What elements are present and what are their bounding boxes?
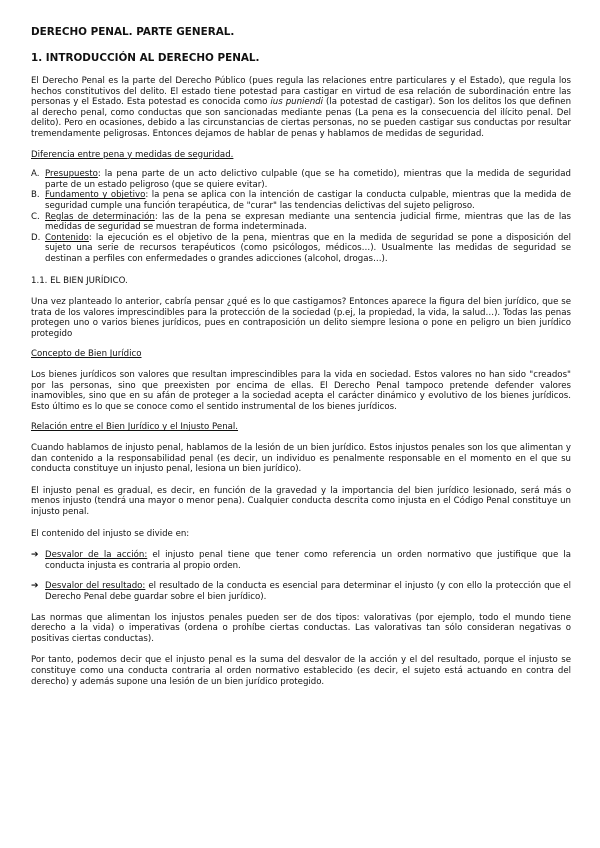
- list-item: ➔ Desvalor del resultado: el resultado de la conducta es esencial para determinar el injusto (y con ello la protección que el Derecho Penal debe guardar sobre el bien jurídico).: [31, 581, 571, 602]
- relacion-paragraph-1: Cuando hablamos de injusto penal, hablamos de la lesión de un bien jurídico. Estos injustos penales son los que alimentan y dan contenido a la responsabilidad penal (es decir, un individuo es penalmente responsable en el momento en el que su conducta constituye un injusto penal, lesiona un bien jurídico).: [31, 443, 571, 475]
- bien-juridico-paragraph: Una vez planteado lo anterior, cabría pensar ¿qué es lo que castigamos? Entonces aparece la figura del bien jurídico, que se trata de los valores imprescindibles para la protección de la sociedad (p.ej, la propiedad, la vida, la salud…). Todas las penas protegen uno o varios bienes jurídicos, pues en contraposición un delito siempre lesiona o pone en peligro un bien jurídico protegido: [31, 297, 571, 339]
- relacion-paragraph-3: El contenido del injusto se divide en:: [31, 528, 190, 539]
- heading-diferencia: Diferencia entre pena y medidas de seguridad.: [31, 149, 234, 160]
- intro-paragraph: El Derecho Penal es la parte del Derecho Público (pues regula las relaciones entre particulares y el Estado), que regula los hechos constitutivos del delito. El estado tiene potestad para castigar en virtud de esa relación de subordinación entre las personas y el Estado. Esta potestad es conocida como ius puniendi (la potestad de castigar). Son los delitos los que definen al derecho penal, como conductas que son sancionadas mediante penas (La pena es la consecuencia del ilícito penal. Del delito). Pero en ocasiones, debido a las circunstancias de ciertas personas, no se pueden castigar sus conductas por resultar tremendamente peligrosas. Entonces dejamos de hablar de penas y hablamos de medidas de seguridad.: [31, 76, 572, 139]
- heading-relacion: Relación entre el Bien Jurídico y el Injusto Penal.: [31, 422, 239, 433]
- ius-puniendi-term: ius puniendi: [270, 97, 324, 108]
- arrow-icon: ➔: [31, 550, 39, 561]
- heading-bien-juridico: 1.1. EL BIEN JURÍDICO.: [31, 275, 128, 286]
- desvalor-list: [31, 550, 571, 602]
- heading-introduccion: 1. INTRODUCCIÓN AL DERECHO PENAL.: [31, 52, 260, 64]
- concepto-paragraph: Los bienes jurídicos son valores que resultan imprescindibles para la vida en sociedad. Estos valores no han sido "creados" por las personas, sino que preexisten por encima de ellas. El Derecho Penal tampoco pretende defender valores inamovibles, sino que en su afán de proteger a la sociedad acepta el carácter dinámico y evolutivo de los bienes jurídicos. Esto último es lo que se conoce como el sentido instrumental de los bienes jurídicos.: [31, 370, 571, 412]
- relacion-paragraph-2: El injusto penal es gradual, es decir, en función de la gravedad y la importancia del bien jurídico lesionado, será más o menos injusto (tendrá una mayor o menor pena). Cualquier conducta descrita como injusta en el Código Penal constituye un injusto penal.: [31, 485, 571, 517]
- relacion-paragraph-4: Las normas que alimentan los injustos penales pueden ser de dos tipos: valorativas (por ejemplo, todo el mundo tiene derecho a la vida) o imperativas (ordena o prohíbe ciertas conductas. Las valorativas tan sólo consideran negativas o positivas ciertas conductas).: [31, 612, 571, 644]
- document-page: [31, 26, 571, 687]
- list-item: B. Fundamento y objetivo: la pena se aplica con la intención de castigar la conducta culpable, mientras que la medida de seguridad cumple una función terapéutica, de "curar" las tendencias delictivas del sujeto peligroso.: [31, 190, 571, 211]
- diferencia-list: [31, 169, 571, 264]
- arrow-icon: ➔: [31, 581, 39, 592]
- list-item: A. Presupuesto: la pena parte de un acto delictivo culpable (que se ha cometido), mientras que la medida de seguridad parte de un estado peligroso (que se quiere evitar).: [31, 169, 571, 190]
- relacion-paragraph-5: Por tanto, podemos decir que el injusto penal es la suma del desvalor de la acción y el del resultado, porque el injusto se constituye como una conducta contraria al orden normativo establecido (es decir, el sujeto está actuando en contra del derecho) y además supone una lesión de un bien jurídico protegido.: [31, 655, 571, 687]
- document-title: DERECHO PENAL. PARTE GENERAL.: [31, 26, 235, 38]
- heading-concepto: Concepto de Bien Jurídico: [31, 349, 142, 360]
- list-item: C. Reglas de determinación: las de la pena se expresan mediante una sentencia judicial firme, mientras que las de las medidas de seguridad se muestran de forma indeterminada.: [31, 211, 571, 233]
- list-item: ➔ Desvalor de la acción: el injusto penal tiene que tener como referencia un orden normativo que justifique que la conducta injusta es contraria al propio orden.: [31, 550, 571, 571]
- list-item: D. Contenido: la ejecución es el objetivo de la pena, mientras que en la medida de seguridad se pone a disposición del sujeto una serie de recursos terapéuticos (como psicólogos, médicos…). Usualmente las medidas de seguridad se destinan a perfiles con enfermedades o grandes adicciones (alcohol, drogas…).: [31, 232, 571, 264]
